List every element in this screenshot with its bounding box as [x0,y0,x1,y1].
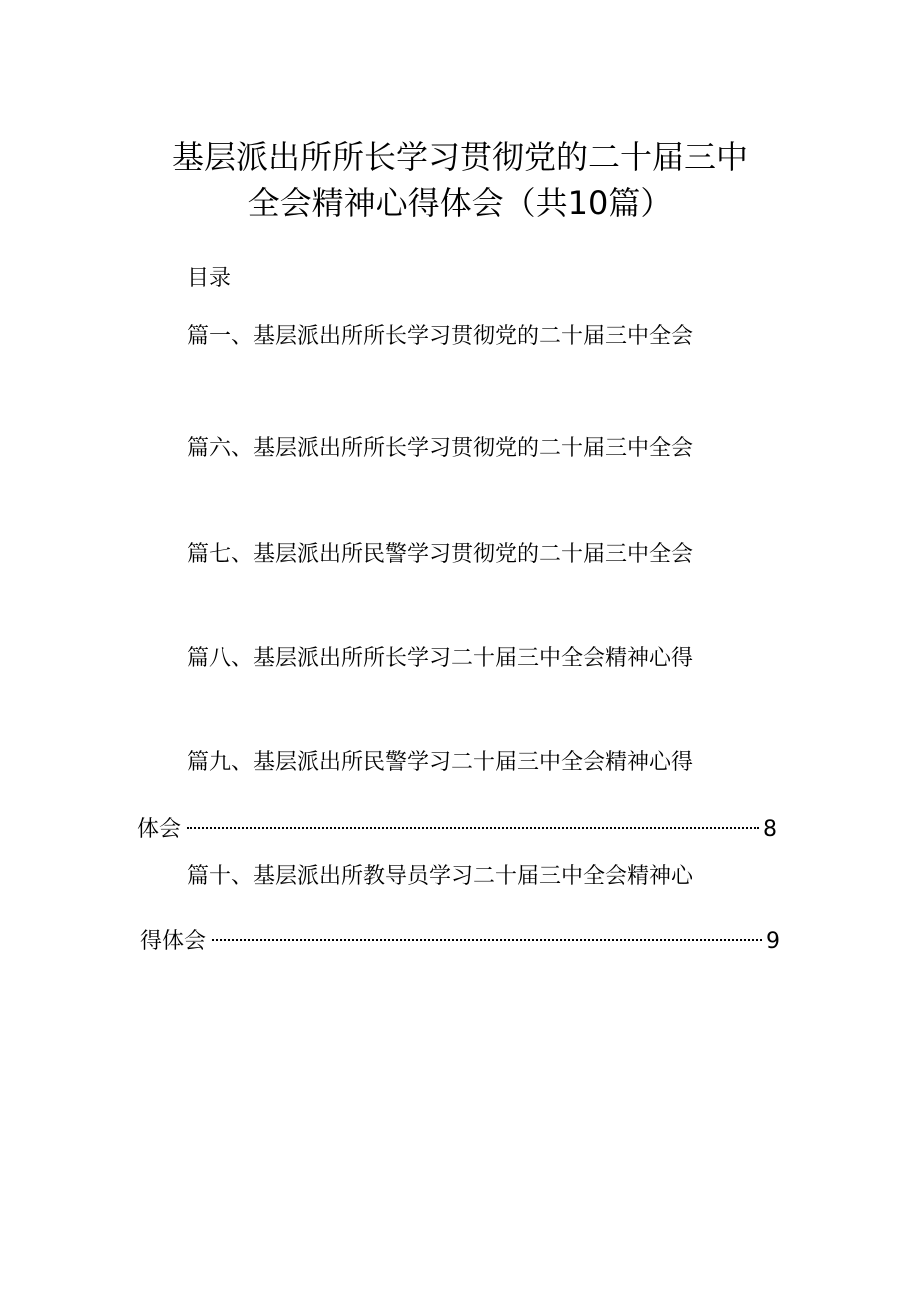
dot-leader [212,918,762,948]
toc-entry-6-page-number: 9 [766,929,780,954]
document-title-line-2: 全会精神心得体会（共10篇） [247,184,673,222]
toc-entry-3[interactable]: 篇七、基层派出所民警学习贯彻党的二十届三中全会 [187,542,694,567]
toc-entry-6-continuation[interactable] [140,918,780,957]
toc-entry-5-page-number: 8 [763,817,777,842]
toc-entry-4[interactable]: 篇八、基层派出所所长学习二十届三中全会精神心得 [187,646,694,671]
toc-entry-5[interactable]: 篇九、基层派出所民警学习二十届三中全会精神心得 [187,750,694,775]
toc-heading: 目录 [187,266,232,291]
toc-entry-5-continuation[interactable] [137,806,777,845]
toc-entry-2[interactable]: 篇六、基层派出所所长学习贯彻党的二十届三中全会 [187,436,694,461]
dot-leader [187,806,759,836]
toc-entry-5-continuation-text: 体会 [137,817,182,842]
toc-entry-6-continuation-text: 得体会 [140,929,207,954]
toc-entry-1[interactable]: 篇一、基层派出所所长学习贯彻党的二十届三中全会 [187,324,694,349]
toc-entry-6[interactable]: 篇十、基层派出所教导员学习二十届三中全会精神心 [187,864,694,889]
document-title-line-1: 基层派出所所长学习贯彻党的二十届三中 [171,138,748,176]
